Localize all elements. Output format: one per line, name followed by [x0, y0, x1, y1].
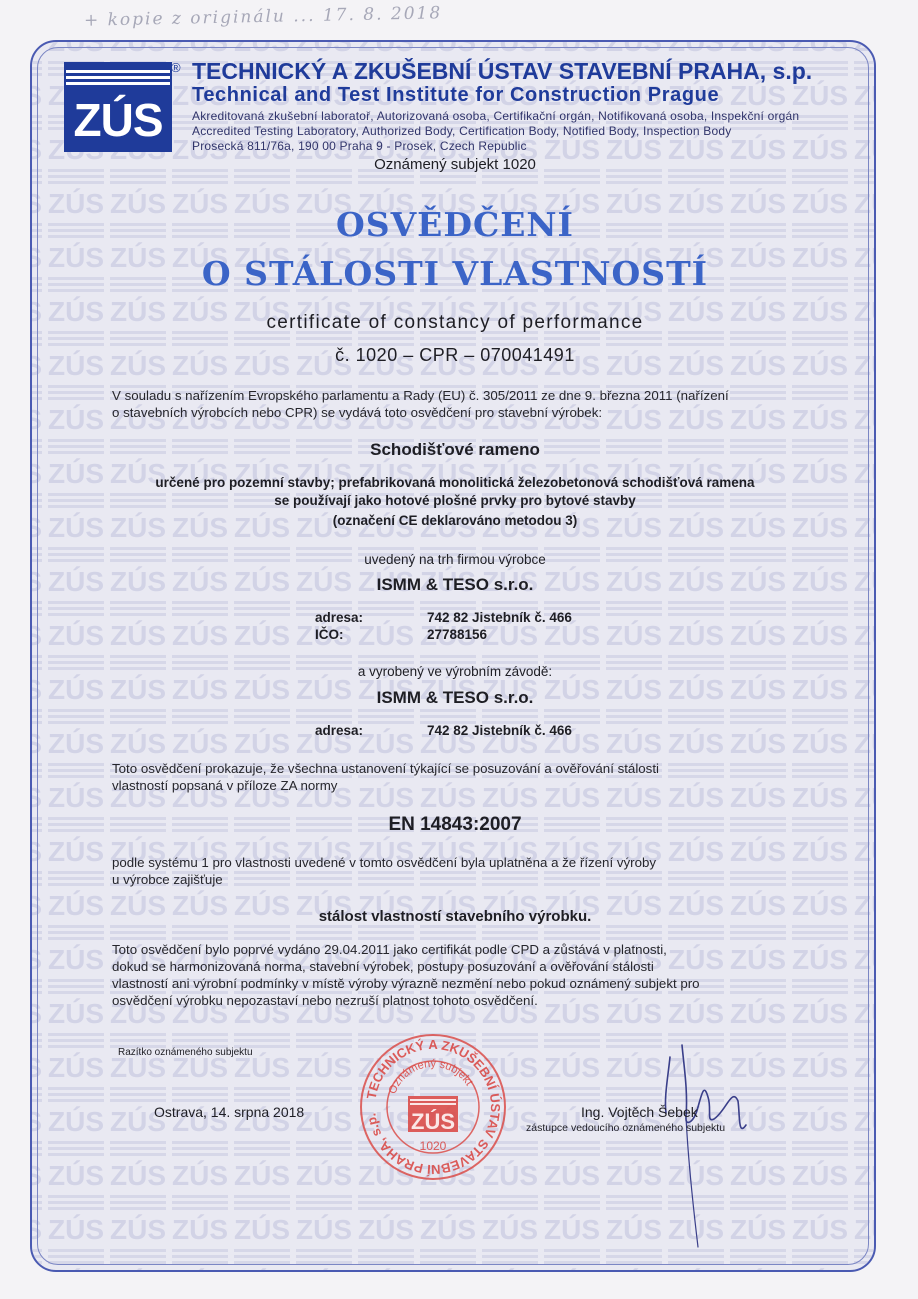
plant-intro: a vyrobený ve výrobním závodě: — [357, 664, 553, 679]
proof-text-line-1: Toto osvědčení prokazuje, že všechna ustanovení týkající se posuzování a ověřování stálosti — [112, 761, 659, 776]
manufacturer-name: ISMM & TESO s.r.o. — [376, 575, 534, 594]
signature — [642, 1027, 772, 1257]
validity-text-line-3: vlastností ani výrobní podmínky v místě výroby výrazně nezmění nebo pokud oznámený subjekt pro — [112, 976, 700, 991]
plant-address: 742 82 Jistebník č. 466 — [427, 723, 572, 738]
stamp-label: Razítko oznámeného subjektu — [118, 1047, 253, 1058]
title-line-2: O STÁLOSTI VLASTNOSTÍ — [201, 254, 709, 293]
institute-address: Prosecká 811/76a, 190 00 Praha 9 - Prosek, Czech Republic — [192, 139, 527, 153]
manufacturer-address-label: adresa: — [315, 610, 364, 625]
stamp-number: 1020 — [419, 1139, 447, 1153]
certificate-number: č. 1020 – CPR – 070041491 — [335, 345, 575, 365]
place-date: Ostrava, 14. srpna 2018 — [154, 1104, 305, 1120]
accreditation-cz: Akreditovaná zkušební laboratoř, Autorizovaná osoba, Certifikační orgán, Notifikovaná osoba, Inspekční orgán — [192, 109, 800, 123]
system-text-line-1: podle systému 1 pro vlastnosti uvedené v tomto osvědčení byla uplatněna a že řízení výroby — [112, 855, 657, 870]
product-desc-3: (označení CE deklarováno metodou 3) — [332, 513, 578, 528]
title-line-1: OSVĚDČENÍ — [336, 205, 574, 244]
product-name: Schodišťové rameno — [370, 440, 540, 459]
proof-text-line-2: vlastností popsaná v příloze ZA normy — [112, 778, 338, 793]
handwritten-note: + kopie z originálu ... 17. 8. 2018 — [83, 3, 443, 31]
plant-name: ISMM & TESO s.r.o. — [376, 688, 534, 707]
manufacturer-intro: uvedený na trh firmou výrobce — [364, 552, 546, 567]
notified-body-number: Oznámený subjekt 1020 — [374, 156, 536, 173]
stamp-ring-text: TECHNICKÝ A ZKUŠEBNÍ ÚSTAV STAVEBNÍ PRAHA, s.p. — [363, 1036, 504, 1178]
manufacturer-id-label: IČO: — [315, 627, 344, 642]
svg-text:Oznámený subjekt — [387, 1058, 475, 1096]
registered-mark: ® — [171, 60, 181, 75]
validity-text-line-4: osvědčení výrobku nepozastaví nebo nezruší platnost tohoto osvědčení. — [112, 993, 538, 1008]
manufacturer-id: 27788156 — [427, 627, 488, 642]
accreditation-en: Accredited Testing Laboratory, Authorized Body, Certification Body, Notified Body, Inspection Body — [192, 124, 732, 138]
institute-name-en: Technical and Test Institute for Construction Prague — [192, 84, 720, 106]
validity-text-line-1: Toto osvědčení bylo poprvé vydáno 29.04.2011 jako certifikát podle CPD a zůstává v platnosti, — [112, 942, 667, 957]
certificate-frame — [30, 40, 876, 1272]
intro-text-line-1: V souladu s nařízením Evropského parlamentu a Rady (EU) č. 305/2011 ze dne 9. března 2011 (nařízení — [112, 388, 729, 403]
system-text-line-2: u výrobce zajišťuje — [112, 872, 223, 887]
stamp-logo: ZÚS — [411, 1109, 455, 1134]
zus-logo: ZÚS — [64, 62, 172, 152]
manufacturer-address: 742 82 Jistebník č. 466 — [427, 610, 572, 625]
signer-role: zástupce vedoucího oznámeného subjektu — [526, 1122, 726, 1134]
standard-number: EN 14843:2007 — [388, 814, 522, 835]
official-stamp — [358, 1032, 508, 1182]
plant-address-label: adresa: — [315, 723, 364, 738]
product-desc-2: se používají jako hotové plošné prvky pro bytové stavby — [274, 493, 636, 508]
signer-name: Ing. Vojtěch Šebek — [581, 1104, 698, 1120]
institute-name-cz: TECHNICKÝ A ZKUŠEBNÍ ÚSTAV STAVEBNÍ PRAHA, s.p. — [192, 58, 813, 84]
intro-text-line-2: o stavebních výrobcích nebo CPR) se vydává toto osvědčení pro stavební výrobek: — [112, 405, 603, 420]
subtitle-en: certificate of constancy of performance — [266, 312, 644, 333]
constancy-statement: stálost vlastností stavebního výrobku. — [318, 908, 592, 925]
stamp-inner-text: Oznámený subjekt — [386, 1057, 475, 1096]
validity-text-line-2: dokud se harmonizovaná norma, stavební výrobek, postupy posuzování a ověřování stálosti — [112, 959, 654, 974]
product-desc-1: určené pro pozemní stavby; prefabrikovaná monolitická železobetonová schodišťová ramena — [155, 475, 755, 490]
